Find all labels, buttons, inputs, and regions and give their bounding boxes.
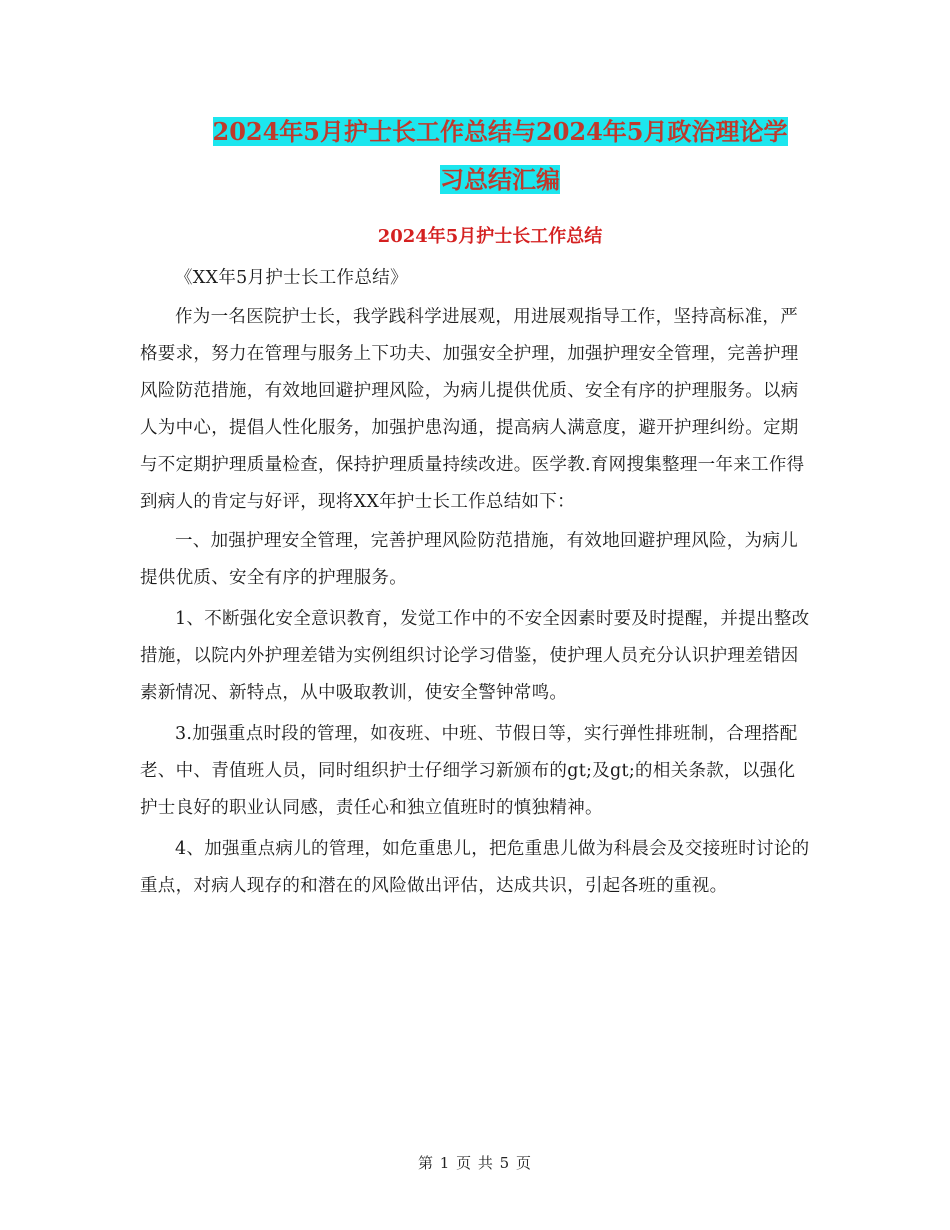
section-title: 2024年5月护士长工作总结 — [377, 226, 603, 247]
title-line-1: 2024年5月护士长工作总结与2024年5月政治理论学 — [212, 117, 788, 146]
title-line-2: 习总结汇编 — [440, 165, 560, 194]
paragraph-doc-name: 《XX年5月护士长工作总结》 — [175, 268, 408, 288]
paragraph-intro: 作为一名医院护士长，我学践科学进展观，用进展观指导工作，坚持高标准，严格要求，努力在管理与服务上下功夫、加强安全护理，加强护理安全管理，完善护理风险防范措施，有效地回避护理风险，为病儿提供优质、安全有序的护理服务。以病人为中心，提倡人性化服务，加强护患沟通，提高病人满意度，避开护理纠纷。定期与不定期护理质量检查，保持护理质量持续改进。医学教.育网搜集整理一年来工作得到病人的肯定与好评，现将XX年护士长工作总结如下： — [140, 307, 805, 512]
paragraph-item-4: 4、加强重点病儿的管理，如危重患儿，把危重患儿做为科晨会及交接班时讨论的重点，对病人现存的和潜在的风险做出评估，达成共识，引起各班的重视。 — [140, 839, 810, 896]
paragraph-item-1: 1、不断强化安全意识教育，发觉工作中的不安全因素时要及时提醒，并提出整改措施，以院内外护理差错为实例组织讨论学习借鉴，使护理人员充分认识护理差错因素新情况、新特点，从中吸取教训，使安全警钟常鸣。 — [140, 609, 810, 703]
document-body — [140, 260, 810, 905]
paragraph-item-3: 3.加强重点时段的管理，如夜班、中班、节假日等，实行弹性排班制，合理搭配老、中、青值班人员，同时组织护士仔细学习新颁布的gt;及gt;的相关条款，以强化护士良好的职业认同感，责任心和独立值班时的慎独精神。 — [140, 724, 798, 818]
paragraph-heading-1: 一、加强护理安全管理，完善护理风险防范措施，有效地回避护理风险，为病儿提供优质、安全有序的护理服务。 — [140, 531, 798, 588]
page-footer: 第 1 页 共 5 页 — [418, 1154, 532, 1172]
document-title — [140, 108, 860, 204]
